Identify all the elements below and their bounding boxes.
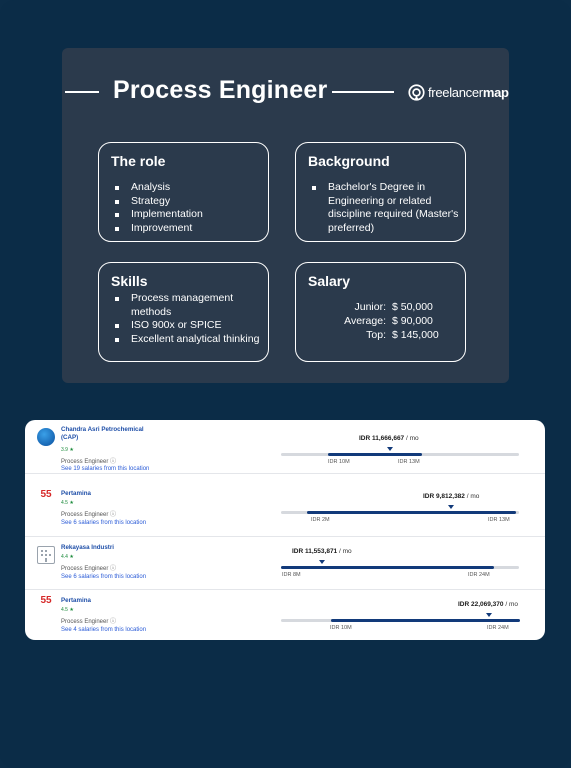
role-item: Strategy <box>115 195 265 209</box>
salary-heading: Salary <box>308 273 351 289</box>
company-name-link[interactable]: Pertamina <box>61 490 91 497</box>
range-max: IDR 24M <box>468 572 490 578</box>
range-min: IDR 8M <box>282 572 301 578</box>
salary-range-fill <box>307 511 516 514</box>
company-rating: 4.4 ★ <box>61 554 74 560</box>
pertamina-logo-icon: 55 <box>40 595 52 606</box>
salary-value: $ 50,000 <box>392 301 433 313</box>
current-salary-value: IDR 9,812,382 <box>423 493 465 500</box>
skills-list <box>115 292 265 346</box>
company-rating: 3.9 ★ <box>61 447 74 453</box>
salary-marker <box>486 613 492 617</box>
range-max: IDR 13M <box>398 459 420 465</box>
cap-logo-icon <box>37 428 55 446</box>
freelancermap-logo-icon <box>408 84 425 101</box>
salary-range-track <box>281 619 519 622</box>
role-item: Improvement <box>115 222 265 236</box>
salary-marker <box>448 505 454 509</box>
infographic-card <box>62 48 509 383</box>
range-max: IDR 13M <box>488 517 510 523</box>
salary-unit: / mo <box>404 435 419 442</box>
salary-label: Top: <box>366 329 386 341</box>
salary-box <box>295 262 466 362</box>
salary-range-fill <box>281 566 494 569</box>
company-row <box>25 483 545 537</box>
range-max: IDR 24M <box>487 625 509 631</box>
background-heading: Background <box>308 153 390 169</box>
salary-range-track <box>281 511 519 514</box>
skills-box <box>98 262 269 362</box>
see-salaries-link[interactable]: See 6 salaries from this location <box>61 574 147 580</box>
salary-label: Junior: <box>354 301 386 313</box>
role-list <box>115 181 265 235</box>
building-icon <box>37 546 55 564</box>
salary-marker <box>319 560 325 564</box>
title-rule-left <box>65 91 99 93</box>
background-item: Bachelor's Degree in Engineering or related discipline required (Master's preferred) <box>312 181 460 235</box>
salary-range-fill <box>328 453 422 456</box>
company-row <box>25 589 545 640</box>
company-rating: 4.5 ★ <box>61 607 74 613</box>
current-salary <box>292 548 352 555</box>
company-rating: 4.5 ★ <box>61 500 74 506</box>
range-min: IDR 10M <box>328 459 350 465</box>
job-title: Process Engineer ⓘ <box>61 512 117 518</box>
company-name-link[interactable]: Chandra Asri Petrochemical (CAP) <box>61 426 144 441</box>
role-item: Implementation <box>115 208 265 222</box>
salary-value: $ 145,000 <box>392 329 439 341</box>
role-heading: The role <box>111 153 166 169</box>
range-min: IDR 2M <box>311 517 330 523</box>
skills-item: Excellent analytical thinking <box>115 333 265 347</box>
company-row <box>25 536 545 590</box>
role-box <box>98 142 269 242</box>
background-list <box>312 181 460 235</box>
background-box <box>295 142 466 242</box>
salary-range-track <box>281 453 519 456</box>
salary-marker <box>387 447 393 451</box>
pertamina-logo-icon: 55 <box>40 489 52 500</box>
current-salary-value: IDR 11,666,667 <box>359 435 405 442</box>
job-title: Process Engineer ⓘ <box>61 619 117 625</box>
current-salary <box>458 601 518 608</box>
skills-item: Process management methods <box>115 292 265 319</box>
salary-unit: / mo <box>503 601 518 608</box>
range-min: IDR 10M <box>330 625 352 631</box>
salary-range-track <box>281 566 519 569</box>
see-salaries-link[interactable]: See 6 salaries from this location <box>61 520 147 526</box>
company-name-link[interactable]: Rekayasa Industri <box>61 544 114 551</box>
current-salary <box>423 493 479 500</box>
logo-name: freelancer <box>428 84 483 100</box>
job-title: Process Engineer ⓘ <box>61 459 117 465</box>
see-salaries-link[interactable]: See 4 salaries from this location <box>61 627 147 633</box>
company-row <box>25 420 545 474</box>
page-title: Process Engineer <box>113 76 328 104</box>
salary-label: Average: <box>344 315 386 327</box>
company-name-link[interactable]: Pertamina <box>61 597 91 604</box>
current-salary-value: IDR 11,553,871 <box>292 548 338 555</box>
role-item: Analysis <box>115 181 265 195</box>
current-salary <box>359 435 419 442</box>
see-salaries-link[interactable]: See 19 salaries from this location <box>61 466 150 472</box>
job-title: Process Engineer ⓘ <box>61 566 117 572</box>
salary-list-card <box>25 420 545 640</box>
salary-unit: / mo <box>337 548 352 555</box>
salary-value: $ 90,000 <box>392 315 433 327</box>
current-salary-value: IDR 22,069,370 <box>458 601 504 608</box>
title-rule-right <box>332 91 394 93</box>
logo-name-bold: map <box>482 84 509 100</box>
salary-range-fill <box>331 619 520 622</box>
freelancermap-logo <box>408 81 509 103</box>
skills-heading: Skills <box>111 273 148 289</box>
skills-item: ISO 900x or SPICE <box>115 319 265 333</box>
salary-unit: / mo <box>464 493 480 500</box>
